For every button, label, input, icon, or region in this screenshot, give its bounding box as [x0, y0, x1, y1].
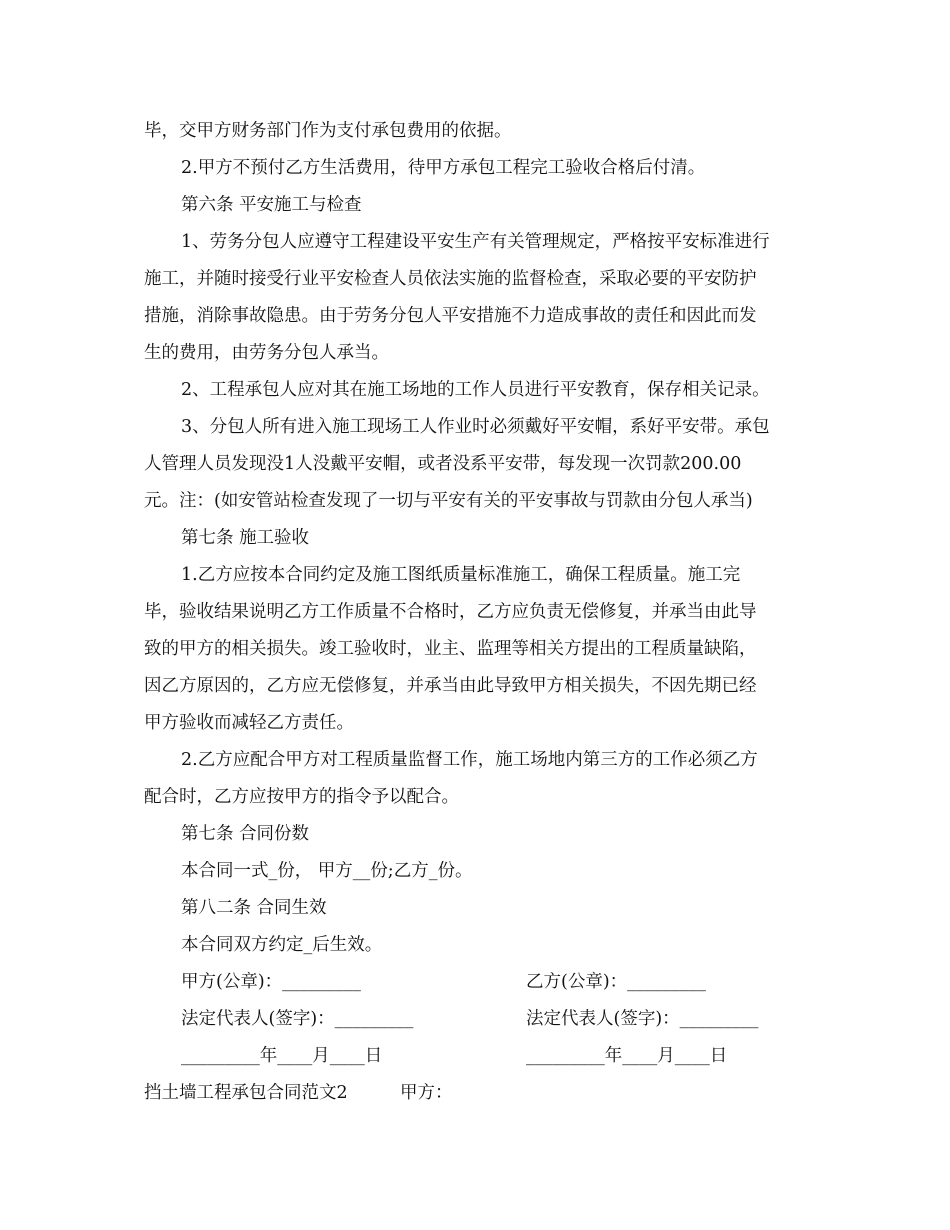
paragraph-line: 因乙方原因的，乙方应无偿修复，并承当由此导致甲方相关损失，不因先期已经 [144, 676, 757, 696]
party-a-rep-line: 法定代表人(签字)：_________ [181, 1009, 414, 1029]
section-heading: 第八二条 合同生效 [181, 898, 327, 918]
party-b-seal-line: 乙方(公章)：_________ [526, 972, 706, 992]
party-b-date-line: _________年____月____日 [526, 1046, 728, 1066]
party-b-rep-line: 法定代表人(签字)：_________ [526, 1009, 759, 1029]
paragraph-line: 毕，交甲方财务部门作为支付承包费用的依据。 [144, 121, 512, 141]
paragraph-line: 措施，消除事故隐患。由于劳务分包人平安措施不力造成事故的责任和因此而发 [144, 306, 757, 326]
section-heading: 第七条 施工验收 [181, 528, 310, 548]
paragraph-line: 本合同双方约定_后生效。 [181, 935, 383, 955]
paragraph-line: 致的甲方的相关损失。竣工验收时，业主、监理等相关方提出的工程质量缺陷， [144, 639, 757, 659]
paragraph-line: 生的费用，由劳务分包人承当。 [144, 343, 389, 363]
paragraph-line: 1.乙方应按本合同约定及施工图纸质量标准施工，确保工程质量。施工完 [181, 565, 741, 585]
next-contract-party-label: 甲方： [400, 1083, 453, 1103]
paragraph-line: 配合时，乙方应按甲方的指令予以配合。 [144, 787, 459, 807]
section-heading: 第六条 平安施工与检查 [181, 195, 362, 215]
paragraph-line: 本合同一式_份， 甲方__份;乙方_份。 [181, 861, 473, 881]
paragraph-line: 2.乙方应配合甲方对工程质量监督工作，施工场地内第三方的工作必须乙方 [181, 750, 758, 770]
next-contract-title: 挡土墙工程承包合同范文2 [144, 1083, 348, 1103]
paragraph-line: 3、分包人所有进入施工现场工人作业时必须戴好平安帽，系好平安带。承包 [181, 417, 770, 437]
party-a-seal-line: 甲方(公章)：_________ [181, 972, 361, 992]
paragraph-line: 元。注：(如安管站检查发现了一切与平安有关的平安事故与罚款由分包人承当) [144, 491, 753, 511]
paragraph-line: 2.甲方不预付乙方生活费用，待甲方承包工程完工验收合格后付清。 [181, 158, 706, 178]
paragraph-line: 施工，并随时接受行业平安检查人员依法实施的监督检查，采取必要的平安防护 [144, 269, 757, 289]
section-heading: 第七条 合同份数 [181, 824, 310, 844]
paragraph-line: 人管理人员发现没1人没戴平安帽，或者没系平安带，每发现一次罚款200.00 [144, 454, 742, 474]
party-a-date-line: _________年____月____日 [181, 1046, 383, 1066]
paragraph-line: 毕，验收结果说明乙方工作质量不合格时，乙方应负责无偿修复，并承当由此导 [144, 602, 757, 622]
paragraph-line: 2、工程承包人应对其在施工场地的工作人员进行平安教育，保存相关记录。 [181, 380, 770, 400]
paragraph-line: 甲方验收而减轻乙方责任。 [144, 713, 354, 733]
paragraph-line: 1、劳务分包人应遵守工程建设平安生产有关管理规定，严格按平安标准进行 [181, 232, 770, 252]
